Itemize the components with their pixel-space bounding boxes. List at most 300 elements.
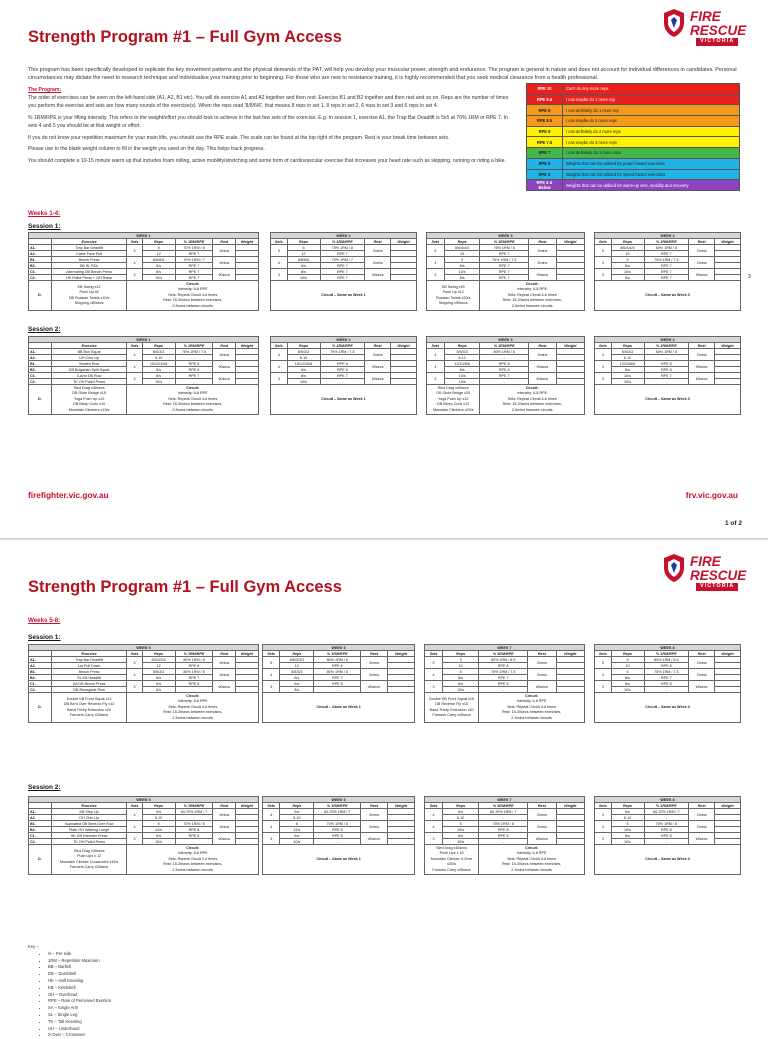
sets-header: Sets [595,343,612,349]
workout-table-b2s2-w1 [262,796,415,875]
rpe-level: RPE 7.5 [527,137,563,148]
reps-value: 10/s [611,687,644,693]
reps-value: 10/s [142,839,175,845]
reps-header: Reps [444,343,480,349]
pct-value: 75% 1RM / 8 [644,821,689,827]
exercise-code: C1. [29,681,52,687]
sets-value: 4 [127,257,142,269]
sets-value: 4 [127,821,142,833]
rpe-row [527,94,740,105]
pct-value: 60-70% 1RM / 7 [175,809,213,815]
reps-header: Reps [142,803,175,809]
sets-value: 4 [271,349,288,361]
circuit-exercise: Double KB Front Squat x12 [66,696,112,701]
sets-value: 4 [127,349,142,361]
pct-value: RPE 7 [320,263,365,269]
circuit-same-note: Circuit – Same as Week 1 [263,845,415,875]
reps-value: 6-12 [611,815,644,821]
reps-value: 12/10/8/6 [444,361,480,367]
circuit-exercise: Yoga Push Up x10 [73,396,105,401]
reps-value: 8/5/3/3/3 [280,657,314,663]
exercise-name: DB Renegade Row [51,687,127,693]
reps-value: 5 [287,245,320,251]
circuit-row [271,281,417,311]
rest-value: 2mins [689,657,715,669]
reps-value: 8/s [444,275,480,281]
session-2-heading: Session 2: [28,326,61,333]
rest-value: 2mins [213,245,236,257]
weight-header: Weight [556,651,584,657]
rest-value: 90secs [213,269,236,281]
reps-header: Reps [142,239,175,245]
rest-value: 2mins [528,821,556,833]
reps-header: Reps [443,651,479,657]
circuit-exercise: Sled Drag x30secs [73,848,105,853]
sets-value: 5 [427,245,445,257]
rpe-level: RPE 8 [527,126,563,137]
pct-header: % 1RM/RPE [644,803,689,809]
rpe-description: I can maybe do 1 more rep [563,94,740,105]
exercise-name: Trap Bar Deadlift [51,245,127,251]
circuit-exercises [427,281,480,311]
pct-value: - [644,815,689,821]
exercise-code: C2. [29,379,52,385]
footer-link-firefighter[interactable]: firefighter.vic.gov.au [28,490,109,500]
circuit-row [595,385,741,415]
pct-value: RPE 7 [479,675,528,681]
page-title: Strength Program #1 – Full Gym Access [28,28,342,46]
sets-value: 4 [263,669,280,681]
week-label: WEEK 8 [595,645,741,651]
circuit-code: D. [29,385,52,415]
circuit-same-note: Circuit – Same as Week 1 [271,281,417,311]
reps-value: 10/s [142,275,175,281]
exercise-name: Alternating DB Bench Press [51,269,127,275]
pct-value: 85% 1RM / 8.5 [479,657,528,663]
reps-value: 8/6/6/6 [142,257,175,263]
rest-header: Rest [361,651,388,657]
circuit-row [263,845,415,875]
reps-value: 12/10/8/6 [611,361,644,367]
reps-value: 6/s [142,263,175,269]
pct-value: 70% 1RM / 8 [175,821,213,827]
circuit-exercise: Band Tricep Extension x20 [67,707,112,712]
exercise-code: A1. [29,809,52,815]
rpe-row [527,105,740,116]
sets-value: 3 [595,373,612,385]
circuit-exercise: DB Reverse Fly x15 [435,702,468,707]
pct-header: % 1RM/RPE [644,239,689,245]
sets-value: 3 [263,833,280,845]
rest-value: 60secs [213,681,236,693]
pct-value: 80% 1RM / 8 [175,669,213,675]
week-label: WEEK 5 [29,797,259,803]
weight-header: Weight [236,239,259,245]
rpe-row [527,169,740,180]
pct-value: 80% 1RM / 8 [644,245,689,251]
circuit-exercise: DB Bent Over Reverse Fly x12 [63,702,115,707]
pct-value: 70% 1RM / 7 [175,257,213,263]
page-number: 1 of 2 [725,520,742,527]
page-title-2: Strength Program #1 – Full Gym Access [28,578,342,596]
rest-value: 2mins [361,809,388,821]
pct-value: RPE 8 [175,681,213,687]
rest-value: 2mins [689,669,715,681]
reps-value: 10/s [611,269,644,275]
circuit-exercise: Push Ups x 12 [77,854,102,859]
workout-table-b1s2-w1 [270,336,417,415]
pct-value: - [644,355,689,361]
pct-value: - [175,687,213,693]
rest-value: 60secs [689,833,715,845]
exercise-code: A1. [29,349,52,355]
pct-value: RPE 8 [314,663,361,669]
pct-header: % 1RM/RPE [479,651,528,657]
rest-value: 2mins [689,821,715,833]
exercise-name: HK Pallof Press + OH Raise [51,275,127,281]
sets-value: 5 [595,245,612,257]
reps-header: Reps [444,239,480,245]
sets-value: 3 [427,269,445,281]
rest-header: Rest [528,239,556,245]
logo-victoria: VICTORIA [696,583,738,591]
rest-header: Rest [689,651,715,657]
exercise-name: HK DB Hammer Press [51,833,127,839]
workout-table-b2s2-w0 [28,796,259,875]
reps-header: Reps [142,651,175,657]
exercise-name: Cable Face Pull [51,251,127,257]
rest-value: 60secs [361,681,388,693]
frv-crest-icon [662,8,686,38]
sets-value: 4 [427,361,445,373]
pct-value: RPE 8 [644,681,689,687]
pct-value: 80% 1RM / 8 [175,657,213,663]
exercise-code: B2. [29,263,52,269]
exercise-name: SL KB Deadlift [51,675,127,681]
rest-header: Rest [213,239,236,245]
reps-header: Reps [443,803,479,809]
reps-value: 5/s [280,809,314,815]
circuit-same-note: Circuit – Same as Week 3 [595,693,741,723]
reps-value: 6/s [611,809,644,815]
workout-table-b1s2-w0 [28,336,259,415]
circuit-exercise: Sled Drag x45secs [436,846,468,851]
rest-value: 2mins [365,245,391,257]
rpe-description: I can definitely do 3 more reps [563,148,740,159]
reps-value: 5/5/3/3 [444,349,480,355]
exercise-code: A2. [29,663,52,669]
pct-value: - [479,815,528,821]
pct-value: RPE 7 [480,269,528,275]
exercise-header: Exercise [51,343,127,349]
rest-value: 90secs [689,361,715,373]
sets-value: 5 [263,657,280,669]
pct-value: RPE 8 [479,827,528,833]
reps-value: 12/s [142,827,175,833]
week-label: WEEK 7 [425,797,585,803]
program-heading: The Program: [28,87,62,93]
reps-value: 6/s [142,367,175,373]
sets-value: 3 [127,681,142,693]
pct-value: - [314,839,361,845]
reps-header: Reps [611,343,644,349]
reps-value: 8/6/4/4/4 [444,245,480,251]
pct-value: RPE 7 [644,275,689,281]
session-1-heading: Session 1: [28,223,61,230]
pct-value: RPE 8 [479,833,528,839]
reps-value: 5 [142,245,175,251]
circuit-details: Circuit: Intensity: 6-8 RPE Sets: Repeat Circuit 4-6 times Rest: 15-30secs between exercises, 2-5mins between circuits [480,281,584,311]
exercise-name: BB Box Squat [51,349,127,355]
pct-value: 75% 1RM / 8 [320,245,365,251]
pct-value: 80% 1RM / 8 [644,349,689,355]
week-label: WEEK 2 [271,233,417,239]
pct-value: 80% 1RM / 8 [314,657,361,663]
circuit-exercise: DB Russian Twists x10/s [68,295,110,300]
rest-value: 2mins [528,809,556,821]
rest-header: Rest [365,343,391,349]
pct-value: 60-70% 1RM / 7 [479,809,528,815]
sets-header: Sets [595,803,612,809]
weight-header: Weight [715,803,741,809]
pct-value: RPE 7 [480,251,528,257]
circuit-exercise: Skipping x60secs [74,300,104,305]
sets-value: 4 [595,257,612,269]
reps-value: 10/s [142,379,175,385]
circuit-exercise: Mountain Climber X-Over x20/s [430,856,473,867]
circuit-exercises [425,693,479,723]
reps-value: 8/5/3/3 [287,349,320,355]
reps-value: 8/s [611,675,644,681]
sets-value: 5 [127,657,142,669]
rest-value: 2mins [213,809,236,821]
reps-value: 6/s [280,681,314,687]
exercise-code: B2. [29,367,52,373]
rest-value: 2mins [528,349,556,361]
side-number: 3 [748,274,751,280]
reps-value: 8/s [611,275,644,281]
rpe-description: I can maybe do 3 more reps [563,137,740,148]
pct-value: RPE 8 [314,833,361,839]
sets-value: 3 [263,681,280,693]
sets-header: Sets [271,343,288,349]
pct-header: % 1RM/RPE [314,803,361,809]
sets-value: 5 [425,657,443,669]
workout-table-b2s1-w2 [424,644,585,723]
rest-value: 90secs [528,361,556,373]
exercise-code: A2. [29,815,52,821]
exercise-name: Seated Row [51,361,127,367]
circuit-code: D. [29,845,52,875]
week-label: WEEK 4 [595,337,741,343]
logo-rescue: RESCUE [690,568,747,583]
rest-header: Rest [528,803,556,809]
reps-value: 8/s [443,675,479,681]
rpe-level: RPE 10 [527,84,563,95]
reps-value: 10/s [444,373,480,379]
sets-value: 3 [127,373,142,385]
pct-value: RPE 8 [320,361,365,367]
exercise-name: Supinated DB Bent-Over Row [51,821,127,827]
circuit-row [595,693,741,723]
footer-link-frv[interactable]: frv.vic.gov.au [685,490,738,500]
workout-table-b2s1-w0 [28,644,259,723]
pct-value: RPE 7 [480,373,528,379]
sets-value: 3 [271,269,288,281]
weeks-5-8-heading: Weeks 5-8: [28,617,61,624]
exercise-name: TK OH Pallof Press [51,379,127,385]
rest-value: 2mins [528,669,556,681]
circuit-row [425,693,585,723]
reps-value: 5 [611,821,644,827]
exercise-name: DB SL RDL [51,263,127,269]
week-label: WEEK 3 [427,337,585,343]
exercise-name: TK OH Pallof Press [51,839,127,845]
circuit-exercise: Farmers Carry x45secs [432,867,471,872]
pct-value: 70% 1RM / 8 [314,821,361,827]
rest-value: 2mins [689,257,715,269]
circuit-exercise: DB Bicep Curls x10 [73,402,106,407]
exercise-code: C2. [29,839,52,845]
pct-value: RPE 8 [320,367,365,373]
pct-value: RPE 8 [175,827,213,833]
reps-value: 10/s [611,379,644,385]
sets-header: Sets [127,651,142,657]
reps-value: 5-10 [280,815,314,821]
pct-header: % 1RM/RPE [175,239,213,245]
reps-value: 12/s [280,827,314,833]
sets-value: 3 [427,373,445,385]
workout-table-b1s2-w3 [594,336,741,415]
reps-value: 5 [611,669,644,675]
exercise-code: A2. [29,355,52,361]
logo-fire: FIRE [690,554,721,569]
circuit-exercise: KB Swing x20 [441,284,465,289]
sets-value: 4 [595,809,612,821]
sets-header: Sets [425,803,443,809]
circuit-details: Circuit: Intensity: 6-8 RPE Sets: Repeat Circuit 4-6 times Rest: 15-30secs between exercises, 2-5mins between circuits [127,281,258,311]
rest-value: 2mins [213,821,236,833]
exercise-code: A1. [29,657,52,663]
rest-value: 90secs [689,269,715,281]
reps-value: 8/s [611,833,644,839]
rest-header: Rest [689,803,715,809]
pct-header: % 1RM/RPE [175,343,213,349]
pct-header: % 1RM/RPE [320,343,365,349]
weight-header: Weight [556,239,584,245]
sets-header: Sets [127,343,142,349]
pct-value: RPE 7 [320,269,365,275]
rest-value: 90secs [213,361,236,373]
pct-value: RPE 7 [175,269,213,275]
circuit-exercise: DB Bicep Curls x12 [437,402,470,407]
sets-header: Sets [425,651,443,657]
reps-value: 10/s [443,839,479,845]
sets-value: 4 [427,349,445,361]
intro-paragraph: This program has been specifically developed to replicate the key movement patterns and the physical demands of the PAT, will help you develop your muscular power, strength and endurance. The program is general in nature and does not account for individual differences in candidates. Personal circumstances may dictate the need to research technique and individualise your training prior to beginning. For those who are new to resistance training, it is highly recommended that you seek medical clearance from a health professional. [28,67,737,82]
circuit-exercise: DB Glute Bridge x20 [436,391,471,396]
reps-value: 6/s [142,675,175,681]
circuit-code: D. [29,693,52,723]
pct-value: RPE 7 [175,373,213,379]
key-item: • TK – Tall Kneeling [48,1019,111,1026]
rpe-level: RPE 7 [527,148,563,159]
pct-header: % 1RM/RPE [644,343,689,349]
weight-header: Weight [391,239,417,245]
pct-value: - [175,379,213,385]
rest-value: 2mins [689,245,715,257]
reps-value: 6/5/3/3 [611,349,644,355]
circuit-exercise: KB Swing x12 [77,284,101,289]
exercise-code: C2. [29,687,52,693]
reps-value: 5 [443,821,479,827]
rest-value: 2mins [213,257,236,269]
reps-value: 3 [611,657,644,663]
circuit-details: Circuit: Intensity: 6-8 RPE Sets: Repeat Circuit 4-6 times Rest: 15-30secs between exercises, 2-5mins between circuits [480,385,584,415]
pct-value: RPE 8 [480,367,528,373]
sets-value: 3 [127,833,142,845]
reps-value: 5-10 [142,815,175,821]
exercise-code: C1. [29,373,52,379]
pct-header: % 1RM/RPE [175,651,213,657]
reps-value: 8/s [611,681,644,687]
circuit-details: Circuit: Intensity: 6-8 RPE Sets: Repeat Circuit 4-6 times Rest: 15-30secs between exercises, 2-5mins between circuits [127,693,258,723]
week-label: WEEK 6 [263,797,415,803]
circuit-details: Circuit: Intensity: 6-8 RPE Sets: Repeat Circuit 2-4 times Rest: 15-30secs between exercises, 2-5mins between circuits [127,845,258,875]
pct-value: - [175,815,213,821]
rest-value: 60secs [365,373,391,385]
circuit-exercises [427,385,480,415]
sets-value: 4 [263,821,280,833]
rpe-description: Weights that can be utilised for speed-based exercises [563,169,740,180]
rest-value: 2mins [528,245,556,257]
sets-value: 3 [595,269,612,281]
rest-value: 60secs [361,833,388,845]
reps-header: Reps [287,239,320,245]
pct-value: 75% 1RM / 7.5 [644,669,689,675]
sets-value: 4 [425,809,443,821]
pct-value: 75% 1RM / 7.5 [320,349,365,355]
workout-table-b1s1-w2 [426,232,585,311]
key-item: • DB – Dumbbell [48,971,111,978]
sets-value: 4 [425,821,443,833]
week-label: WEEK 3 [427,233,585,239]
sets-header: Sets [595,239,612,245]
exercise-name: Bench Press [51,669,127,675]
weight-header: Weight [391,343,417,349]
reps-value: 12 [142,251,175,257]
key-item: • HK – Half Kneeling [48,978,111,985]
key-item: • UH – Underhand [48,1026,111,1033]
reps-value: 10/s [611,839,644,845]
rest-header: Rest [361,803,388,809]
reps-value: 15 [444,251,480,257]
exercise-header: Exercise [51,803,127,809]
week-label: WEEK 5 [29,645,259,651]
circuit-exercise: Sled Drag x30secs [73,386,105,391]
key-item: • X-Over – Crossover [48,1032,111,1039]
rpe-row [527,84,740,95]
weight-header: Weight [556,343,584,349]
key-list [28,951,111,1039]
reps-value: 10 [443,663,479,669]
reps-value: 10/s [444,379,480,385]
reps-value: 8/s [280,687,314,693]
circuit-exercise: Yoga Push Up x12 [438,396,469,401]
circuit-exercise: Sled Drag x45secs [437,386,469,391]
rest-value: 2mins [361,657,388,669]
reps-value: 6/s [142,681,175,687]
